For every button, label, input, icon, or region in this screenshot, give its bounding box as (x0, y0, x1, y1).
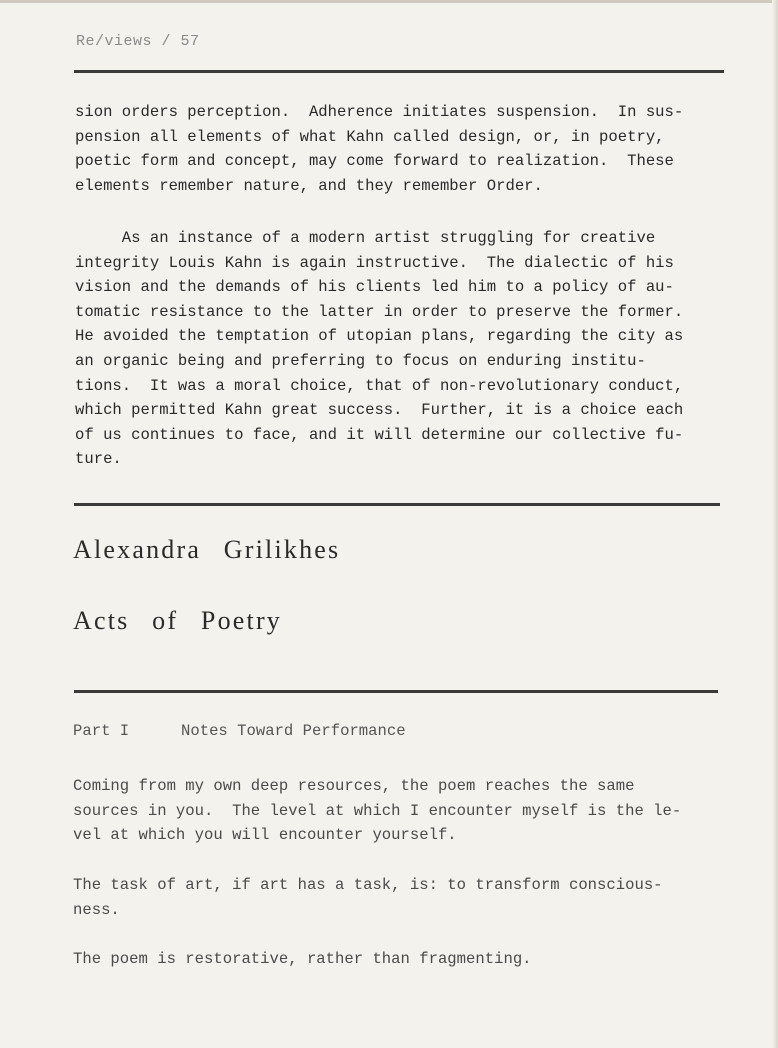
header-rule (74, 70, 724, 73)
running-head: Re/views / 57 (76, 33, 200, 50)
part-title: Notes Toward Performance (181, 722, 406, 740)
note-paragraph-1: Coming from my own deep resources, the poem reaches the same sources in you. The level at which I encounter myself is the le- vel at which you will encounter yourself. (73, 777, 682, 845)
article-author: Alexandra Grilikhes (73, 535, 341, 564)
part-number: Part I (73, 722, 130, 740)
review-paragraph-1: sion orders perception. Adherence initiates suspension. In sus- pension all elements of what Kahn called design, or, in poetry, poetic form and concept, may come forward to realization. These elements remember nature, and they remember Order. (75, 103, 684, 195)
note-paragraph-3: The poem is restorative, rather than fragmenting. (73, 950, 532, 968)
note-paragraph-2: The task of art, if art has a task, is: to transform conscious- ness. (73, 876, 663, 919)
review-paragraph-2: As an instance of a modern artist struggling for creative integrity Louis Kahn is again instructive. The dialectic of his vision and the demands of his clients led him to a policy of au- tomatic resistance to the latter in order to preserve the former. He avoided the temptation of utopian plans, regarding the city as an organic being and preferring to focus on enduring institu- tions. It was a moral choice, that of non-revolutionary conduct, which permitted Kahn great success. Further, it is a choice each of us continues to face, and it will determine our collective fu- ture. (75, 229, 684, 469)
page-right-edge (772, 0, 778, 1048)
page-top-edge (0, 0, 778, 3)
article-title: Acts of Poetry (73, 606, 282, 635)
section-divider-rule (74, 503, 720, 506)
part-heading (73, 722, 406, 740)
title-divider-rule (74, 690, 718, 693)
